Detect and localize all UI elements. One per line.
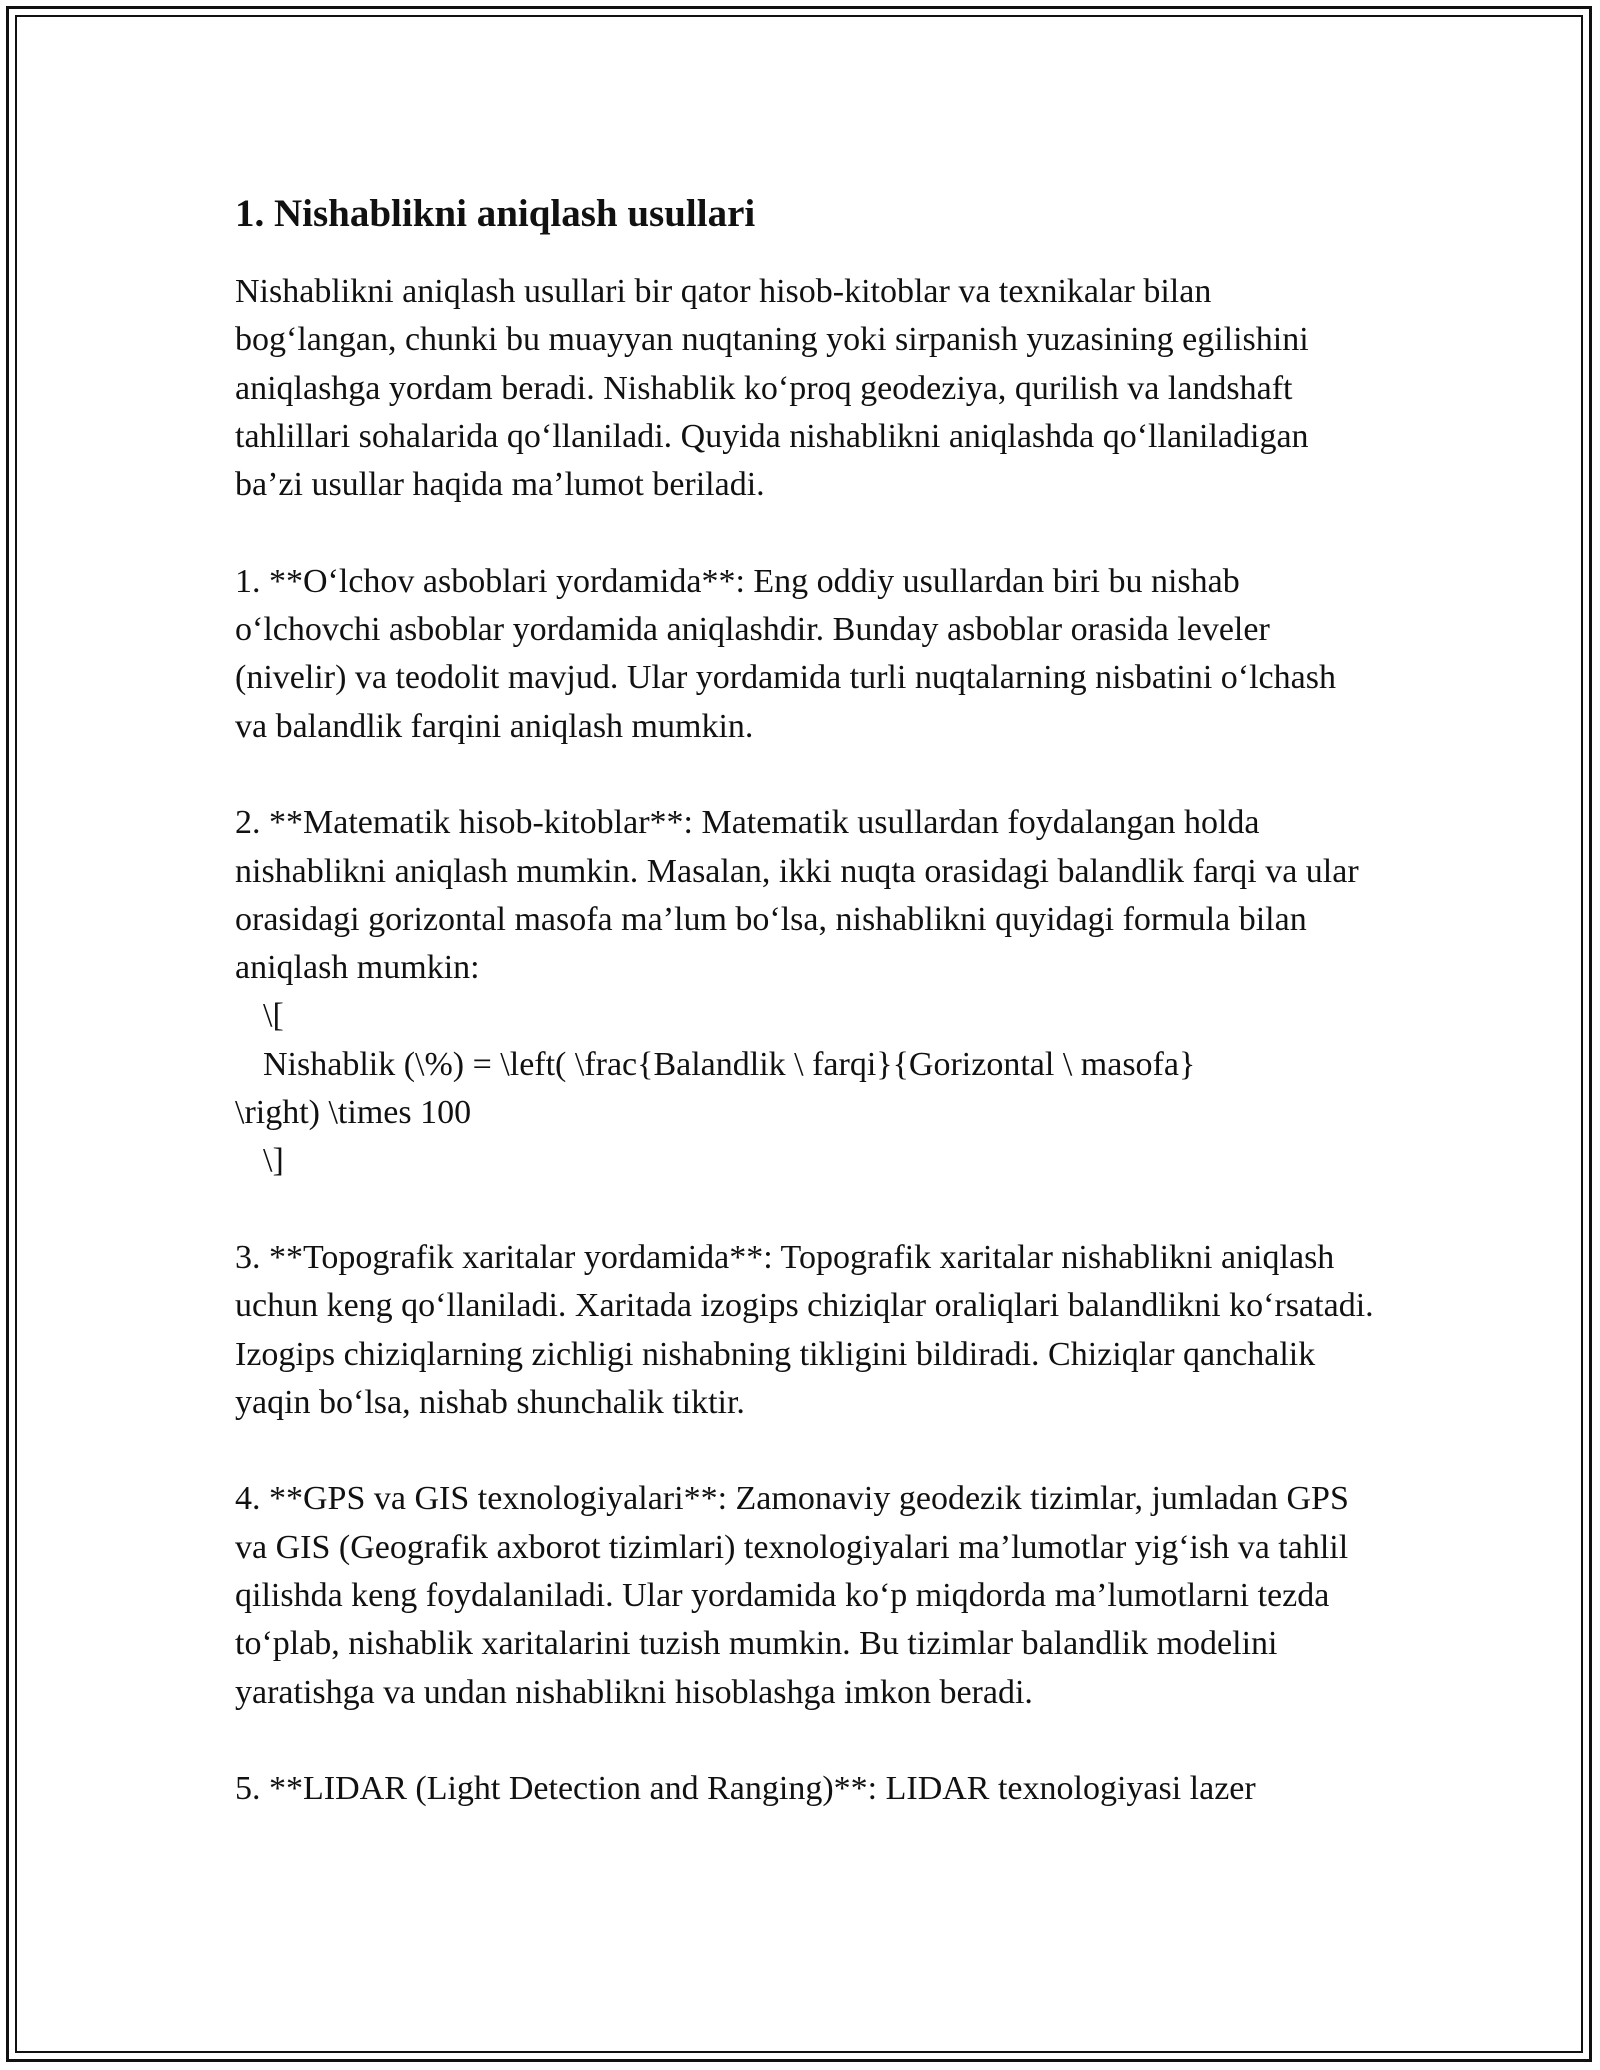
list-item-2: 2. **Matematik hisob-kitoblar**: Matematik usullardan foydalangan holda nishablikni aniqlash mumkin. Masalan, ikki nuqta orasidagi balandlik farqi va ular orasidagi gorizontal masofa ma’lum bo‘lsa, nishablikni quyidagi formula bilan aniqlash mumkin:	[235, 804, 1368, 987]
document-body	[235, 186, 1383, 1814]
paragraph-gap	[235, 1427, 1375, 1475]
list-item-3: 3. **Topografik xaritalar yordamida**: Topografik xaritalar nishablikni aniqlash uchun keng qo‘llaniladi. Xaritada izogips chiziqlar oraliqlari balandlikni ko‘rsatadi. Izogips chiziqlarning zichligi nishabning tikligini bildiradi. Chiziqlar qanchalik yaqin bo‘lsa, nishab shunchalik tiktir.	[235, 1238, 1383, 1421]
list-item-5: 5. **LIDAR (Light Detection and Ranging)**: LIDAR texnologiyasi lazer	[235, 1770, 1256, 1808]
intro-paragraph: Nishablikni aniqlash usullari bir qator hisob-kitoblar va texnikalar bilan bog‘langan, chunki bu muayyan nuqtaning yoki sirpanish yuzasining egilishini aniqlashga yordam beradi. Nishablik ko‘proq geodeziya, qurilish va landshaft tahlillari sohalarida qo‘llaniladi. Quyida nishablikni aniqlashda qo‘llaniladigan ba’zi usullar haqida ma’lumot beriladi.	[235, 273, 1318, 504]
paragraph-gap	[235, 751, 1375, 799]
formula-continuation: \right) \times 100	[235, 1094, 472, 1132]
formula-open: \[	[263, 997, 284, 1035]
paragraph-gap	[235, 509, 1375, 557]
section-heading: 1. Nishablikni aniqlash usullari	[235, 192, 756, 235]
list-item-1: 1. **O‘lchov asboblari yordamida**: Eng oddiy usullardan biri bu nishab o‘lchovchi asboblar yordamida aniqlashdir. Bunday asboblar orasida leveler (nivelir) va teodolit mavjud. Ular yordamida turli nuqtalarning nisbatini o‘lchash va balandlik farqini aniqlash mumkin.	[235, 562, 1345, 745]
list-item-4: 4. **GPS va GIS texnologiyalari**: Zamonaviy geodezik tizimlar, jumladan GPS va GIS (Geografik axborot tizimlari) texnologiyalari ma’lumotlar yig‘ish va tahlil qilishda keng foydalaniladi. Ular yordamida ko‘p miqdorda ma’lumotlarni tezda to‘plab, nishablik xaritalarini tuzish mumkin. Bu tizimlar balandlik modelini yaratishga va undan nishablikni hisoblashga imkon beradi.	[235, 1480, 1358, 1711]
formula-close: \]	[263, 1142, 284, 1180]
formula-body: Nishablik (\%) = \left( \frac{Balandlik \ farqi}{Gorizontal \ masofa}	[263, 1045, 1196, 1083]
paragraph-gap	[235, 1186, 1375, 1234]
paragraph-gap	[235, 1717, 1375, 1765]
